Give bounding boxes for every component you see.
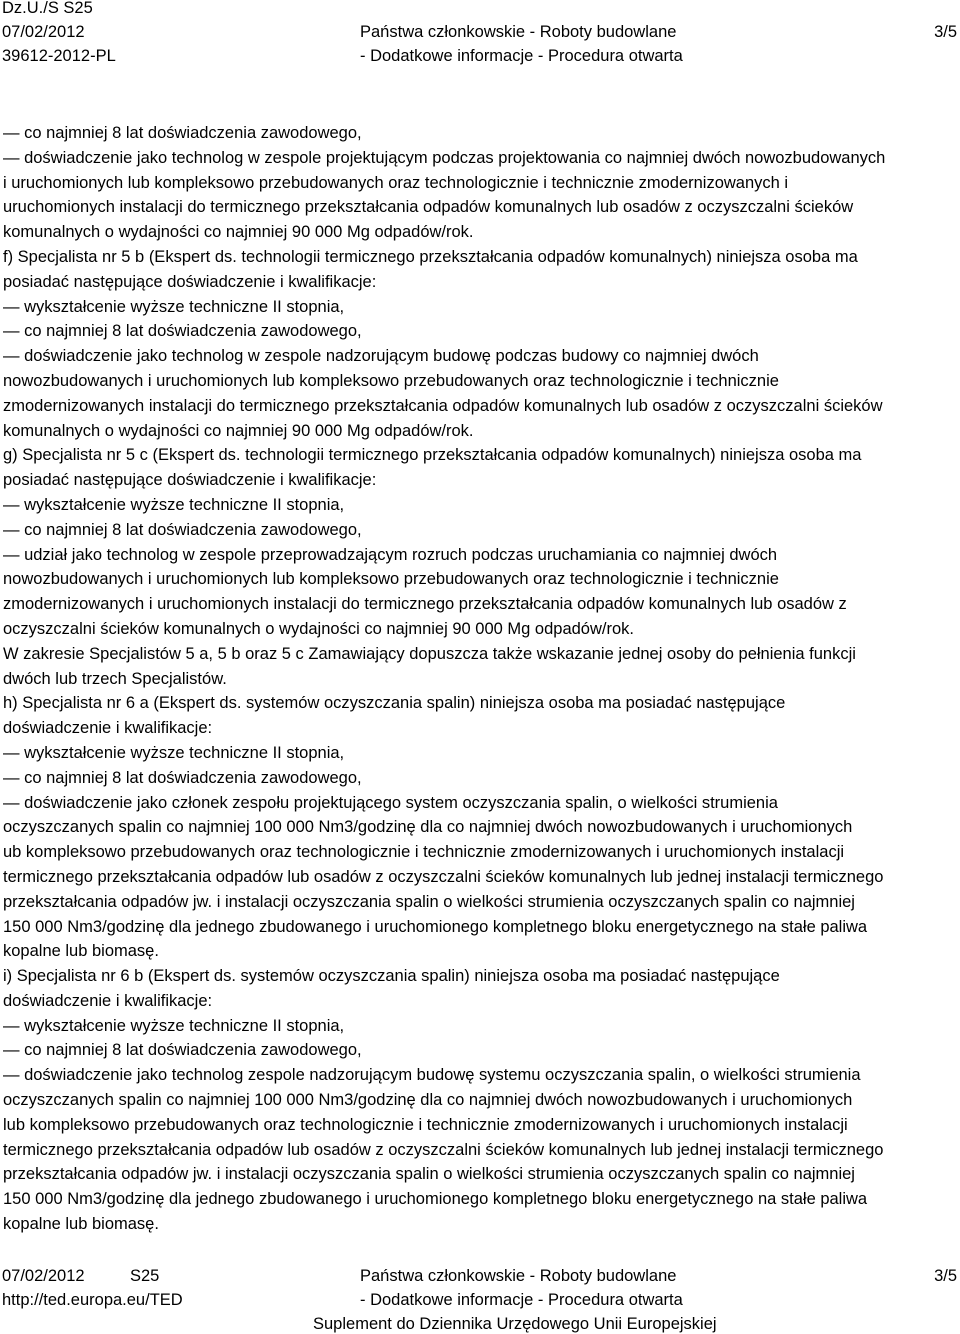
body-line: — doświadczenie jako technolog w zespole nadzorującym budowę podczas budowy co najmniej dwóch xyxy=(3,347,759,366)
body-line: ub kompleksowo przebudowanych oraz technologicznie i technicznie zmodernizowanych i uruchomionych instalacji xyxy=(3,843,845,862)
body-line: — doświadczenie jako technolog zespole nadzorującym budowę systemu oczyszczania spalin, o wielkości strumienia xyxy=(3,1066,861,1085)
journal-ref: Dz.U./S S25 xyxy=(2,0,93,17)
body-line: g) Specjalista nr 5 c (Ekspert ds. technologii termicznego przekształcania odpadów komunalnych) niniejsza osoba ma xyxy=(3,446,862,465)
body-line: — co najmniej 8 lat doświadczenia zawodowego, xyxy=(3,1041,362,1060)
body-line: zmodernizowanych instalacji do termicznego przekształcania odpadów komunalnych lub osadów z oczyszczalni ścieków xyxy=(3,396,883,415)
body-line: dwóch lub trzech Specjalistów. xyxy=(3,669,227,688)
body-line: i) Specjalista nr 6 b (Ekspert ds. systemów oczyszczania spalin) niniejsza osoba ma posiadać następujące xyxy=(3,967,780,986)
body-line: przekształcania odpadów jw. i instalacji oczyszczania spalin o wielkości strumienia oczyszczanych spalin co najmniej xyxy=(3,892,855,911)
body-line: nowozbudowanych i uruchomionych lub kompleksowo przebudowanych oraz technologicznie i technicznie xyxy=(3,570,779,589)
body-line: i uruchomionych lub kompleksowo przebudowanych oraz technologicznie i technicznie zmodernizowanych i xyxy=(3,173,789,192)
body-line: — wykształcenie wyższe techniczne II stopnia, xyxy=(3,1016,345,1035)
body-line: termicznego przekształcania odpadów lub osadów z oczyszczalni ścieków komunalnych lub jednej instalacji termicznego xyxy=(3,867,884,886)
body-line: — co najmniej 8 lat doświadczenia zawodowego, xyxy=(3,124,362,142)
body-line: komunalnych o wydajności co najmniej 90 000 Mg odpadów/rok. xyxy=(3,421,474,440)
body-line: 150 000 Nm3/godzinę dla jednego zbudowanego i uruchomionego kompletnego bloku energetycznego na stałe paliwa xyxy=(3,1190,868,1209)
body-line: — udział jako technolog w zespole przeprowadzającym rozruch podczas uruchamiania co najmniej dwóch xyxy=(3,545,778,564)
footer-page-number: 3/5 xyxy=(934,1267,957,1285)
header-doc-id: 39612-2012-PL xyxy=(2,47,116,65)
document-body xyxy=(3,121,957,1237)
body-line: kopalne lub biomasę. xyxy=(3,1215,159,1234)
header-title-line1: Państwa członkowskie - Roboty budowlane xyxy=(360,23,677,41)
footer-url[interactable]: http://ted.europa.eu/TED xyxy=(2,1291,183,1309)
body-line: termicznego przekształcania odpadów lub osadów z oczyszczalni ścieków komunalnych lub jednej instalacji termicznego xyxy=(3,1140,884,1159)
body-line: przekształcania odpadów jw. i instalacji oczyszczania spalin o wielkości strumienia oczyszczanych spalin co najmniej xyxy=(3,1165,855,1184)
footer-title-line3: Suplement do Dziennika Urzędowego Unii Europejskiej xyxy=(313,1315,717,1333)
body-line: oczyszczanych spalin co najmniej 100 000 Nm3/godzinę dla co najmniej dwóch nowozbudowanych i uruchomionych xyxy=(3,1091,853,1110)
body-line: oczyszczalni ścieków komunalnych o wydajności co najmniej 90 000 Mg odpadów/rok. xyxy=(3,619,634,638)
body-line: zmodernizowanych i uruchomionych instalacji do termicznego przekształcania odpadów komunalnych lub osadów z xyxy=(3,595,847,614)
body-line: doświadczenie i kwalifikacje: xyxy=(3,719,213,738)
footer-title-line2: - Dodatkowe informacje - Procedura otwarta xyxy=(360,1291,683,1309)
body-line: — wykształcenie wyższe techniczne II stopnia, xyxy=(3,297,345,316)
header-page-number: 3/5 xyxy=(934,23,957,41)
footer-date: 07/02/2012 xyxy=(2,1267,85,1285)
footer-title-line1: Państwa członkowskie - Roboty budowlane xyxy=(360,1267,677,1285)
body-line: — co najmniej 8 lat doświadczenia zawodowego, xyxy=(3,520,362,539)
body-line: f) Specjalista nr 5 b (Ekspert ds. technologii termicznego przekształcania odpadów komunalnych) niniejsza osoba ma xyxy=(3,247,858,266)
body-line: lub kompleksowo przebudowanych oraz technologicznie i technicznie zmodernizowanych i uruchomionych instalacji xyxy=(3,1115,848,1134)
body-line: — co najmniej 8 lat doświadczenia zawodowego, xyxy=(3,768,362,787)
body-line: kopalne lub biomasę. xyxy=(3,942,159,961)
header-date: 07/02/2012 xyxy=(2,23,85,41)
body-line: uruchomionych instalacji do termicznego przekształcania odpadów komunalnych lub osadów z oczyszczalni ścieków xyxy=(3,198,854,217)
body-line: h) Specjalista nr 6 a (Ekspert ds. systemów oczyszczania spalin) niniejsza osoba ma posiadać następujące xyxy=(3,694,786,713)
body-line: nowozbudowanych i uruchomionych lub kompleksowo przebudowanych oraz technologicznie i technicznie xyxy=(3,371,779,390)
body-line: — wykształcenie wyższe techniczne II stopnia, xyxy=(3,495,345,514)
body-line: doświadczenie i kwalifikacje: xyxy=(3,991,213,1010)
body-line: posiadać następujące doświadczenie i kwalifikacje: xyxy=(3,272,377,291)
body-line: — wykształcenie wyższe techniczne II stopnia, xyxy=(3,743,345,762)
footer-issue: S25 xyxy=(130,1267,160,1285)
body-line: 150 000 Nm3/godzinę dla jednego zbudowanego i uruchomionego kompletnego bloku energetycznego na stałe paliwa xyxy=(3,917,868,936)
header-title-line2: - Dodatkowe informacje - Procedura otwarta xyxy=(360,47,683,65)
body-line: posiadać następujące doświadczenie i kwalifikacje: xyxy=(3,471,377,490)
body-line: — doświadczenie jako członek zespołu projektującego system oczyszczania spalin, o wielkości strumienia xyxy=(3,793,778,812)
body-line: W zakresie Specjalistów 5 a, 5 b oraz 5 c Zamawiający dopuszcza także wskazanie jednej osoby do pełnienia funkcji xyxy=(3,644,856,663)
body-line: — doświadczenie jako technolog w zespole projektującym podczas projektowania co najmniej dwóch nowozbudowanych xyxy=(3,148,886,167)
body-line: komunalnych o wydajności co najmniej 90 000 Mg odpadów/rok. xyxy=(3,223,474,242)
body-line: — co najmniej 8 lat doświadczenia zawodowego, xyxy=(3,322,362,341)
body-line: oczyszczanych spalin co najmniej 100 000 Nm3/godzinę dla co najmniej dwóch nowozbudowanych i uruchomionych xyxy=(3,818,853,837)
